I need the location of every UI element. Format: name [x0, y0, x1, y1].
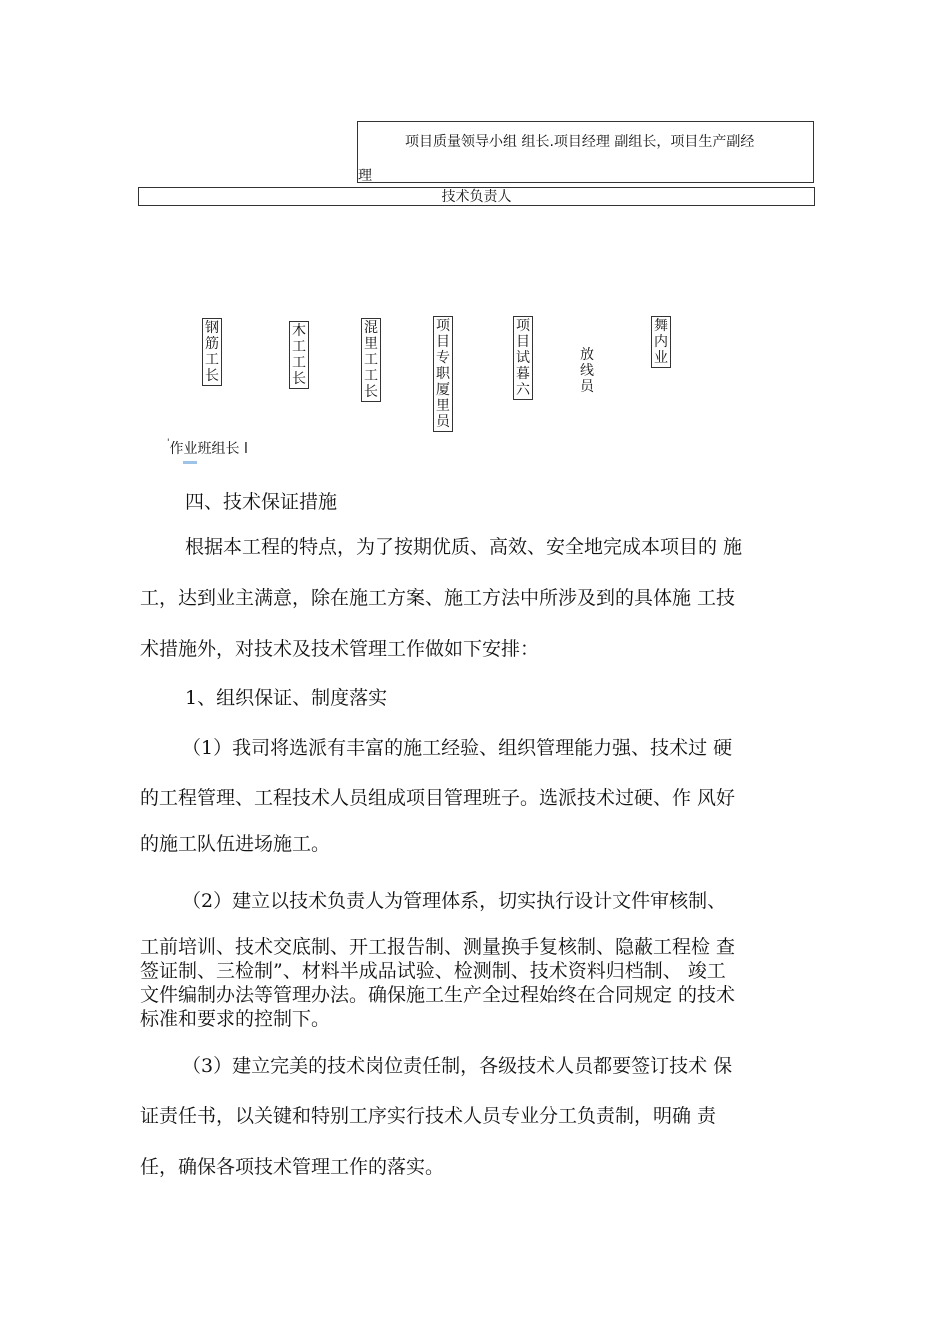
subheading: 1、组织保证、制度落实 [185, 687, 388, 709]
item3-line-2: 证责任书，以关键和特别工序实行技术人员专业分工负责制，明确 责 [140, 1105, 717, 1127]
role-lab-technician: 项目试暮六 [513, 316, 533, 400]
quality-group-text-line2: 理 [358, 168, 372, 184]
crew-leader-label: '作业班组长 l [167, 438, 248, 457]
intro-line-3: 术措施外，对技术及技术管理工作做如下安排： [140, 638, 540, 660]
quality-group-text-line1: 项目质量领导小组 组长.项目经理 副组长，项目生产副经 [405, 134, 755, 150]
item2-line-3: 签证制、三检制”、材料半成品试验、检测制、技术资料归档制、 竣工 [140, 960, 726, 982]
role-surveyor: 放线员 [580, 347, 594, 395]
item3-line-1: （3）建立完美的技术岗位责任制，各级技术人员都要签订技术 保 [182, 1055, 733, 1077]
role-document-clerk: 舞内业 [651, 316, 671, 368]
section-heading: 四、技术保证措施 [185, 491, 338, 513]
item1-line-1: （1）我司将选派有丰富的施工经验、组织管理能力强、技术过 硬 [182, 737, 733, 759]
role-rebar-foreman: 钢筋工长 [202, 318, 222, 386]
item1-line-3: 的施工队伍进场施工。 [140, 833, 331, 855]
role-concrete-foreman: 混里工工长 [361, 318, 381, 402]
tech-lead-label: 技术负责人 [441, 189, 512, 205]
item2-line-5: 标准和要求的控制下。 [140, 1008, 331, 1030]
role-carpentry-foreman: 木工工长 [289, 321, 309, 389]
item3-line-3: 任，确保各项技术管理工作的落实。 [140, 1156, 445, 1178]
crew-leader-mark [183, 461, 197, 464]
item1-line-2: 的工程管理、工程技术人员组成项目管理班子。选派技术过硬、作 风好 [140, 787, 736, 809]
intro-line-2: 工，达到业主满意，除在施工方案、施工方法中所涉及到的具体施 工技 [140, 587, 736, 609]
role-quality-inspector: 项目专职厦里员 [433, 316, 453, 432]
intro-line-1: 根据本工程的特点，为了按期优质、高效、安全地完成本项目的 施 [185, 536, 743, 558]
item2-line-2: 工前培训、技术交底制、开工报告制、测量换手复核制、隐蔽工程检 查 [140, 936, 736, 958]
item2-line-4: 文件编制办法等管理办法。确保施工生产全过程始终在合同规定 的技术 [140, 984, 736, 1006]
item2-line-1: （2）建立以技术负责人为管理体系，切实执行设计文件审核制、 [182, 890, 727, 912]
